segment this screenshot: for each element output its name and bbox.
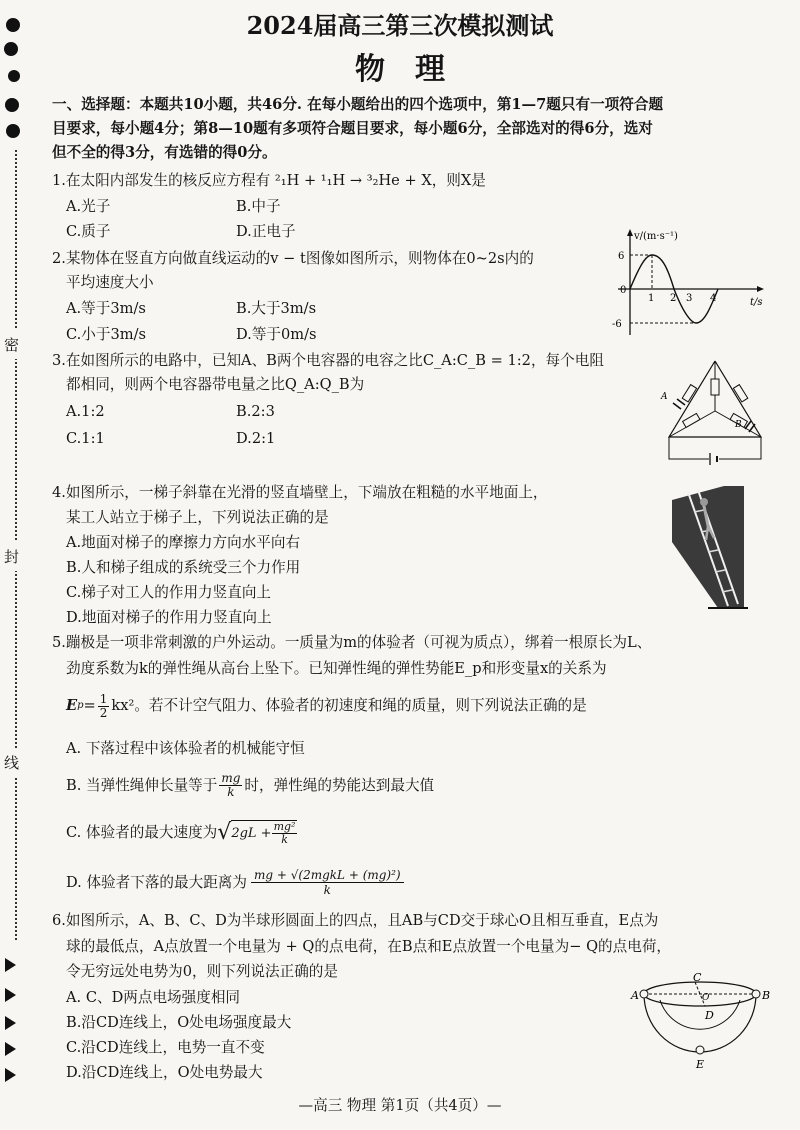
binding-char-mi: 密	[4, 330, 19, 359]
vt-ytick-top: 6	[618, 251, 625, 262]
q6-option-a: A. C、D两点电场强度相同	[66, 989, 241, 1006]
fraction-den: k	[323, 883, 331, 897]
subject-title: 物 理	[355, 52, 445, 87]
capacitor-b-label: B	[735, 420, 742, 430]
formula-eq: =	[83, 697, 96, 714]
q2-stem-cont: 平均速度大小	[66, 274, 154, 291]
charge-b	[752, 990, 760, 998]
formula-ep: E	[66, 697, 78, 714]
q5-stem-cont: 劲度系数为k的弹性绳从高台上坠下。已知弹性绳的弹性势能E_p和形变量x的关系为	[66, 660, 607, 677]
q2-option-b: B.大于3m/s	[236, 300, 317, 317]
vt-xlabel: t/s	[750, 297, 763, 308]
binding-hole	[5, 98, 19, 112]
radicand-fraction	[272, 821, 298, 846]
section-instruction-line: 一、选择题：本题共10小题，共46分. 在每小题给出的四个选项中，第1—7题只有一项符合题	[52, 96, 664, 113]
sqrt-sign: √	[217, 820, 232, 845]
capacitor-a-plate	[677, 399, 685, 405]
q5-option-b-pre: B. 当弹性绳伸长量等于	[66, 776, 218, 794]
fraction-num: mg	[221, 771, 241, 785]
q5-option-a: A. 下落过程中该体验者的机械能守恒	[66, 740, 305, 757]
capacitor-a-plate	[673, 403, 681, 409]
q4-stem-cont: 某工人站立于梯子上，下列说法正确的是	[66, 509, 329, 526]
fraction-num: 1	[99, 691, 108, 706]
vt-xtick: 2	[670, 293, 677, 304]
binding-arrow-mark	[5, 958, 16, 972]
formula-fraction	[98, 693, 110, 720]
q6-option-d: D.沿CD连线上，O处电势最大	[66, 1064, 263, 1081]
q6-option-b: B.沿CD连线上，O处电场强度最大	[66, 1014, 292, 1031]
q1-option-b: B.中子	[236, 198, 281, 215]
vt-xtick: 1	[648, 293, 655, 304]
q2-option-a: A.等于3m/s	[66, 300, 146, 317]
q3-option-b: B.2:3	[236, 403, 275, 420]
q1-option-a: A.光子	[66, 198, 111, 215]
q1-option-c: C.质子	[66, 223, 111, 240]
vt-xtick: 4	[710, 293, 717, 304]
q4-stem: 4.如图所示，一梯子斜靠在光滑的竖直墙壁上，下端放在粗糙的水平地面上，	[52, 484, 548, 501]
binding-arrow-mark	[5, 1042, 16, 1056]
fraction-den: k	[281, 833, 288, 846]
q2-stem: 2.某物体在竖直方向做直线运动的v − t图像如图所示，则物体在0~2s内的	[52, 250, 534, 267]
q2-option-c: C.小于3m/s	[66, 326, 147, 343]
q1-option-d: D.正电子	[236, 223, 296, 240]
q5-option-d-pre: D. 体验者下落的最大距离为	[66, 873, 247, 891]
label-a: A	[631, 989, 639, 1002]
q5-option-b	[66, 772, 434, 799]
exam-title: 2024届高三第三次模拟测试	[246, 11, 554, 40]
q5-option-c	[66, 820, 297, 846]
q5-formula-line	[66, 690, 587, 722]
q5-option-b-post: 时，弹性绳的势能达到最大值	[244, 776, 435, 794]
label-d: D	[705, 1009, 714, 1022]
binding-hole	[6, 124, 20, 138]
q6-stem-cont: 球的最低点，A点放置一个电量为 + Q的点电荷，在B点和E点放置一个电量为− Q的点电荷，	[66, 938, 672, 955]
q1-stem: 1.在太阳内部发生的核反应方程有 ²₁H + ¹₁H → ³₂He + X，则X是	[52, 172, 486, 189]
q3-option-c: C.1:1	[66, 430, 105, 447]
resistor	[711, 379, 719, 395]
charge-e	[696, 1046, 704, 1054]
q4-option-c: C.梯子对工人的作用力竖直向上	[66, 584, 272, 601]
q4-ladder-figure	[668, 482, 748, 610]
vt-t-axis-arrow	[757, 286, 764, 292]
label-c: C	[693, 972, 702, 984]
section-instruction-line: 但不全的得3分，有选错的得0分。	[52, 144, 277, 161]
q4-option-a: A.地面对梯子的摩擦力方向水平向右	[66, 534, 301, 551]
vt-origin: 0	[620, 285, 627, 296]
worker-head	[700, 498, 708, 506]
q4-option-d: D.地面对梯子的作用力竖直向上	[66, 609, 272, 626]
binding-char-xian: 线	[4, 748, 19, 777]
q5-stem: 5.蹦极是一项非常刺激的户外运动。一质量为m的体验者（可视为质点），绑着一根原长为L、	[52, 634, 652, 651]
binding-arrow-mark	[5, 1016, 16, 1030]
capacitor-a-label: A	[661, 392, 668, 402]
fraction-num: mg²	[273, 820, 296, 833]
q2-option-d: D.等于0m/s	[236, 326, 317, 343]
q2-vt-graph	[600, 225, 770, 340]
section-instruction-line: 目要求，每小题4分；第8—10题有多项符合题目要求，每小题6分，全部选对的得6分，选对	[52, 120, 653, 137]
fraction-den: k	[227, 785, 235, 799]
vt-v-axis-arrow	[627, 229, 633, 236]
q3-stem: 3.在如图所示的电路中，已知A、B两个电容器的电容之比C_A:C_B = 1:2，每个电阻	[52, 352, 604, 369]
binding-arrow-mark	[5, 988, 16, 1002]
vt-xtick: 3	[686, 293, 693, 304]
q6-stem: 6.如图所示，A、B、C、D为半球形圆面上的四点，且AB与CD交于球心O且相互垂直，E点为	[52, 912, 659, 929]
fraction-num: mg + √(2mgkL + (mg)²)	[251, 868, 404, 883]
q4-option-b: B.人和梯子组成的系统受三个力作用	[66, 559, 301, 576]
binding-char-feng: 封	[4, 542, 19, 571]
vt-ytick-bottom: -6	[612, 319, 622, 330]
q5-option-d	[66, 868, 404, 897]
vt-ylabel: v/(m·s⁻¹)	[634, 231, 678, 242]
q3-option-d: D.2:1	[236, 430, 276, 447]
capacitor-b-plate	[749, 424, 755, 432]
binding-arrow-mark	[5, 1068, 16, 1082]
resistor	[682, 385, 696, 402]
q3-option-a: A.1:2	[66, 403, 105, 420]
radicand-part: 2gL +	[231, 825, 272, 841]
page-footer: —高三 物理 第1页（共4页）—	[298, 1097, 502, 1114]
q6-hemisphere-figure	[625, 972, 775, 1072]
label-e: E	[696, 1058, 705, 1071]
formula-tail: kx²。若不计空气阻力、体验者的初速度和绳的质量，则下列说法正确的是	[111, 697, 587, 714]
label-o: O	[702, 993, 710, 1003]
binding-margin	[0, 0, 40, 1130]
q5-option-c-pre: C. 体验者的最大速度为	[66, 824, 218, 841]
q5-option-d-fraction	[251, 868, 404, 897]
label-b: B	[762, 989, 771, 1002]
q6-stem-cont: 令无穷远处电势为0，则下列说法正确的是	[66, 963, 338, 980]
fraction-den: 2	[99, 705, 108, 720]
resistor	[733, 385, 747, 402]
formula-ep-sub: p	[77, 700, 84, 711]
q6-option-c: C.沿CD连线上，电势一直不变	[66, 1039, 265, 1056]
q3-stem-cont: 都相同，则两个电容器带电量之比Q_A:Q_B为	[66, 376, 365, 393]
sqrt-radicand	[231, 820, 297, 846]
q5-option-b-fraction	[219, 772, 242, 799]
q3-circuit-diagram	[655, 355, 775, 470]
resistor	[683, 413, 700, 427]
charge-a	[640, 990, 648, 998]
